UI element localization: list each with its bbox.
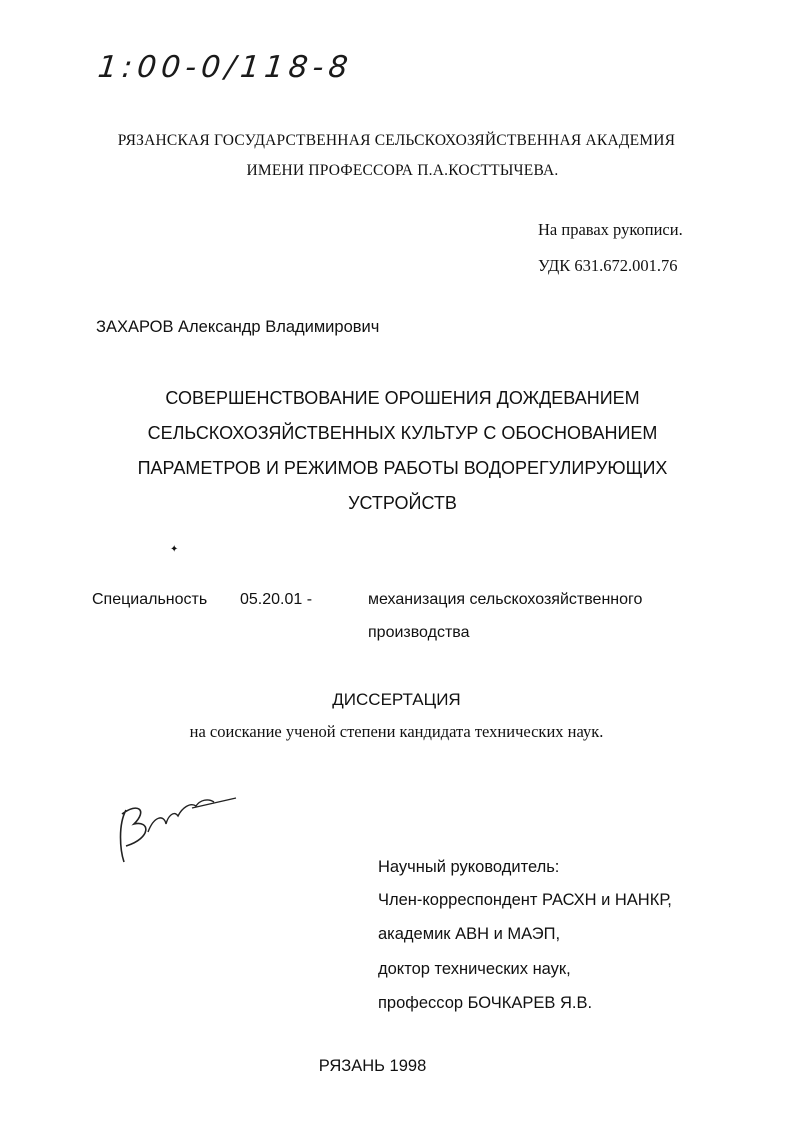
archive-code-handwritten: 1:00-0/118-8 <box>96 50 355 85</box>
supervisor-line: Член-корреспондент РАСХН и НАНКР, <box>378 891 672 909</box>
title-line: СЕЛЬСКОХОЗЯЙСТВЕННЫХ КУЛЬТУР С ОБОСНОВАНИЕМ <box>147 423 658 443</box>
degree-line: на соискание ученой степени кандидата технических наук. <box>189 722 604 741</box>
scan-speck: ✦ <box>170 544 179 555</box>
signature <box>108 780 238 875</box>
city-year: РЯЗАНЬ 1998 <box>318 1057 427 1075</box>
institution-line-2: ИМЕНИ ПРОФЕССОРА П.А.КОСТТЫЧЕВА. <box>246 162 559 179</box>
specialty-code: 05.20.01 - <box>240 591 313 608</box>
udc-code: УДК 631.672.001.76 <box>538 256 678 275</box>
supervisor-heading: Научный руководитель: <box>378 858 560 876</box>
specialty-name-line-2: производства <box>368 624 470 641</box>
signature-stroke <box>121 808 146 862</box>
specialty-name-line-1: механизация сельскохозяйственного <box>368 591 643 608</box>
supervisor-line: академик АВН и МАЭП, <box>378 925 561 943</box>
institution-line-1: РЯЗАНСКАЯ ГОСУДАРСТВЕННАЯ СЕЛЬСКОХОЗЯЙСТВЕННАЯ АКАДЕМИЯ <box>117 132 676 149</box>
supervisor-line: профессор БОЧКАРЕВ Я.В. <box>378 994 593 1012</box>
title-line: СОВЕРШЕНСТВОВАНИЕ ОРОШЕНИЯ ДОЖДЕВАНИЕМ <box>165 388 640 408</box>
title-line: ПАРАМЕТРОВ И РЕЖИМОВ РАБОТЫ ВОДОРЕГУЛИРУЮЩИХ <box>137 458 668 478</box>
title-line: УСТРОЙСТВ <box>348 493 457 513</box>
document-type: ДИССЕРТАЦИЯ <box>332 690 461 709</box>
supervisor-line: доктор технических наук, <box>378 960 571 978</box>
thesis-title <box>6 381 793 521</box>
specialty-label: Специальность <box>92 591 208 608</box>
manuscript-rights: На правах рукописи. <box>538 220 683 239</box>
author-name: ЗАХАРОВ Александр Владимирович <box>96 318 380 336</box>
